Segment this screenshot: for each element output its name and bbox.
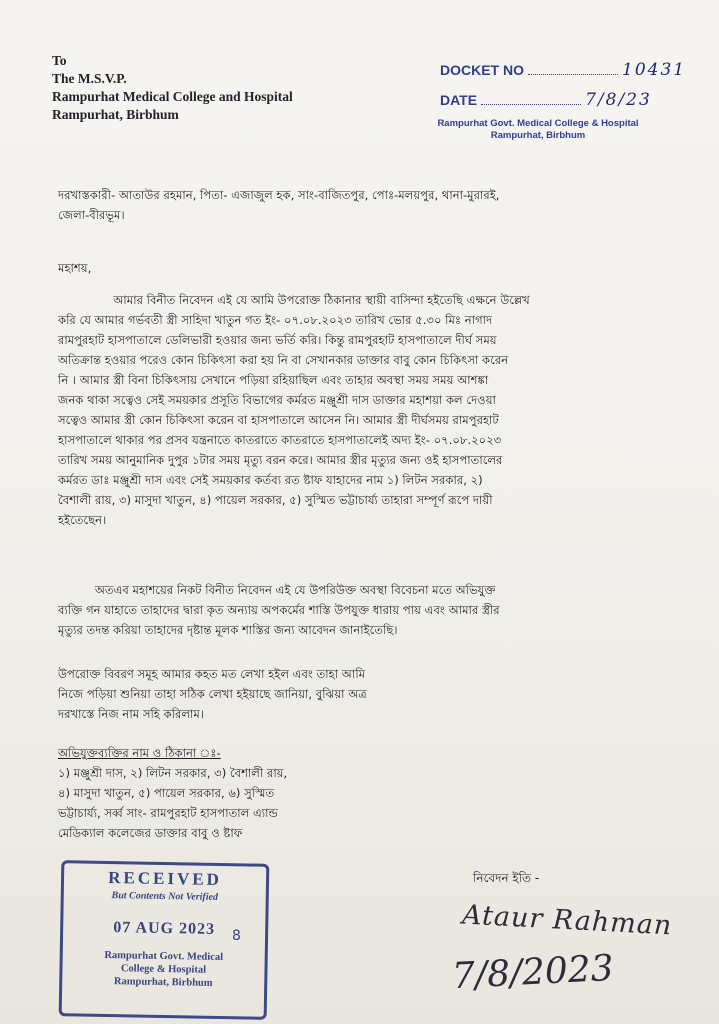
body-line: মৃত্যুর তদন্ত করিয়া তাহাদের দৃষ্টান্ত মূলক শাস্তির জন্য আবেদন জানাইতেছি। xyxy=(58,623,398,637)
accused-list xyxy=(58,743,287,843)
stamp-org xyxy=(62,948,265,991)
stamp-subtitle: But Contents Not Verified xyxy=(111,890,219,903)
accused-line: মেডিক্যাল কলেজের ডাক্তার বাবু ও ষ্টাফ xyxy=(58,826,243,840)
stamp-mark: 8 xyxy=(232,928,241,944)
applicant-line: দরখাস্তকারী- আতাউর রহমান, পিতা- এজাজুল হক, সাং-বাজিতপুর, পোঃ-মলয়পুর, থানা-মুরারই, xyxy=(58,188,500,202)
body-line: নি । আমার স্ত্রী বিনা চিকিৎসায় সেখানে পড়িয়া রহিয়াছিল এবং তাহার অবস্থা সময় সময় আশঙ্কা xyxy=(58,373,489,387)
body-line: বৈশালী রায়, ৩) মাসুদা খাতুন, ৪) পায়েল সরকার, ৫) সুস্মিত ভট্টাচার্য্য তাহারা সম্পূর্ণ রূপে দায়ী xyxy=(58,493,493,507)
date-value: 7/8/23 xyxy=(585,90,652,110)
stamp-title: RECEIVED xyxy=(108,868,223,890)
accused-line: ৪) মাসুদা খাতুন, ৫) পায়েল সরকার, ৬) সুস্মিত xyxy=(58,786,275,800)
date-row xyxy=(440,90,686,120)
body-line: সত্বেও আমার স্ত্রী কোন চিকিৎসা করেন বা হাসপাতালে আসেন নি। আমার স্ত্রী দীর্ঘসময় রামপুরহাট xyxy=(58,413,499,427)
body-paragraph-1 xyxy=(58,290,530,530)
body-paragraph-2 xyxy=(58,580,500,640)
handwritten-signature: Ataur Rahman xyxy=(461,899,674,942)
body-line: করি যে আমার গর্ভবতী স্ত্রী সাহিদা খাতুন গত ইং- ০৭.০৮.২০২৩ তারিখ ভোর ৫.৩০ মিঃ নাগাদ xyxy=(58,313,493,327)
docket-org-line1: Rampurhat Govt. Medical College & Hospital xyxy=(437,118,639,129)
body-line: রামপুরহাট হাসপাতালে ডেলিভারী হওয়ার জন্য ভর্তি করি। কিন্তু রামপুরহাট হাসপাতালে দীর্ঘ সময় xyxy=(58,333,497,347)
docket-stamp xyxy=(437,60,687,142)
address-institution: Rampurhat Medical College and Hospital xyxy=(52,89,293,104)
body-line: অতএব মহাশয়ের নিকট বিনীত নিবেদন এই যে উপরিউক্ত অবস্থা বিবেচনা মতে অভিযুক্ত xyxy=(58,583,496,597)
address-location: Rampurhat, Birbhum xyxy=(52,107,179,122)
applicant-line: জেলা-বীরভূম। xyxy=(58,208,125,222)
note-line: নিজে পড়িয়া শুনিয়া তাহা সঠিক লেখা হইয়াছে জানিয়া, বুঝিয়া অত্র xyxy=(58,687,367,701)
address-to: To xyxy=(52,53,67,68)
stamp-org-line: College & Hospital xyxy=(120,963,207,976)
declaration-note xyxy=(58,664,367,724)
body-line: জনক থাকা সত্বেও সেই সময়কার প্রসূতি বিভাগের কর্মরত মঞ্জুশ্রী দাস ডাক্তার মহাশয়া কল দেওয়া xyxy=(58,393,496,407)
docket-row xyxy=(440,60,686,90)
body-line: হাসপাতালে থাকার পর প্রসব যন্ত্রনাতে কাতরাতে কাতরাতে হাসপাতালেই অদ্য ইং- ০৭.০৮.২০২৩ xyxy=(58,433,502,447)
closing-phrase: নিবেদন ইতি - xyxy=(473,871,540,885)
accused-line: ভট্টাচার্য্য, সর্ব্ব সাং- রামপুরহাট হাসপাতাল এ্যান্ড xyxy=(58,806,278,820)
body-line: কর্মরত ডাঃ মঞ্জুশ্রী দাস এবং সেই সময়কার কর্তব্য রত ষ্টাফ যাহাদের নাম ১) লিটন সরকার, ২) xyxy=(58,473,483,487)
accused-heading: অভিযুক্তব্যক্তির নাম ও ঠিকানা ঃ- xyxy=(58,746,221,760)
body-line: হইতেছেন। xyxy=(58,513,107,527)
handwritten-date: 7/8/2023 xyxy=(451,947,615,998)
body-line: ব্যক্তি গন যাহাতে তাহাদের দ্বারা কৃত অন্যায় অপকর্মের শাস্তি উপযুক্ত ধারায় পায় এবং আমার স্ত্রীর xyxy=(58,603,500,617)
date-label: DATE xyxy=(440,92,478,108)
body-line: অতিক্রান্ত হওয়ার পরেও কোন চিকিৎসা করা হয় নি বা সেখানকার ডাক্তার বাবু কোন চিকিৎসা করেন xyxy=(58,353,509,367)
body-line: আমার বিনীত নিবেদন এই যে আমি উপরোক্ত ঠিকানার স্থায়ী বাসিন্দা হইতেছি এক্ষনে উল্লেখ xyxy=(58,293,530,307)
stamp-org-line: Rampurhat, Birbhum xyxy=(113,976,213,989)
body-line: তারিখ সময় আনুমানিক দুপুর ১টার সময় মৃত্যু বরন করে। আমার স্ত্রীর মৃত্যুর জন্য ওই হাসপাতালের xyxy=(58,453,503,467)
applicant-details xyxy=(58,185,499,225)
stamp-date: 07 AUG 2023 xyxy=(113,919,216,938)
docket-label: DOCKET NO xyxy=(440,62,524,78)
stamp-org-line: Rampurhat Govt. Medical xyxy=(104,949,224,964)
note-line: দরখাস্তে নিজ নাম সহি করিলাম। xyxy=(58,707,204,721)
docket-number: 10431 xyxy=(622,60,687,80)
docket-org-line2: Rampurhat, Birbhum xyxy=(490,130,586,141)
salutation: মহাশয়, xyxy=(58,261,92,275)
recipient-address xyxy=(52,52,293,124)
note-line: উপরোক্ত বিবরণ সমূহ আমার কহত মত লেখা হইল এবং তাহা আমি xyxy=(58,667,366,681)
address-recipient: The M.S.V.P. xyxy=(52,71,127,86)
docket-org xyxy=(432,118,644,142)
accused-line: ১) মঞ্জুশ্রী দাস, ২) লিটন সরকার, ৩) বৈশালী রায়, xyxy=(58,766,288,780)
